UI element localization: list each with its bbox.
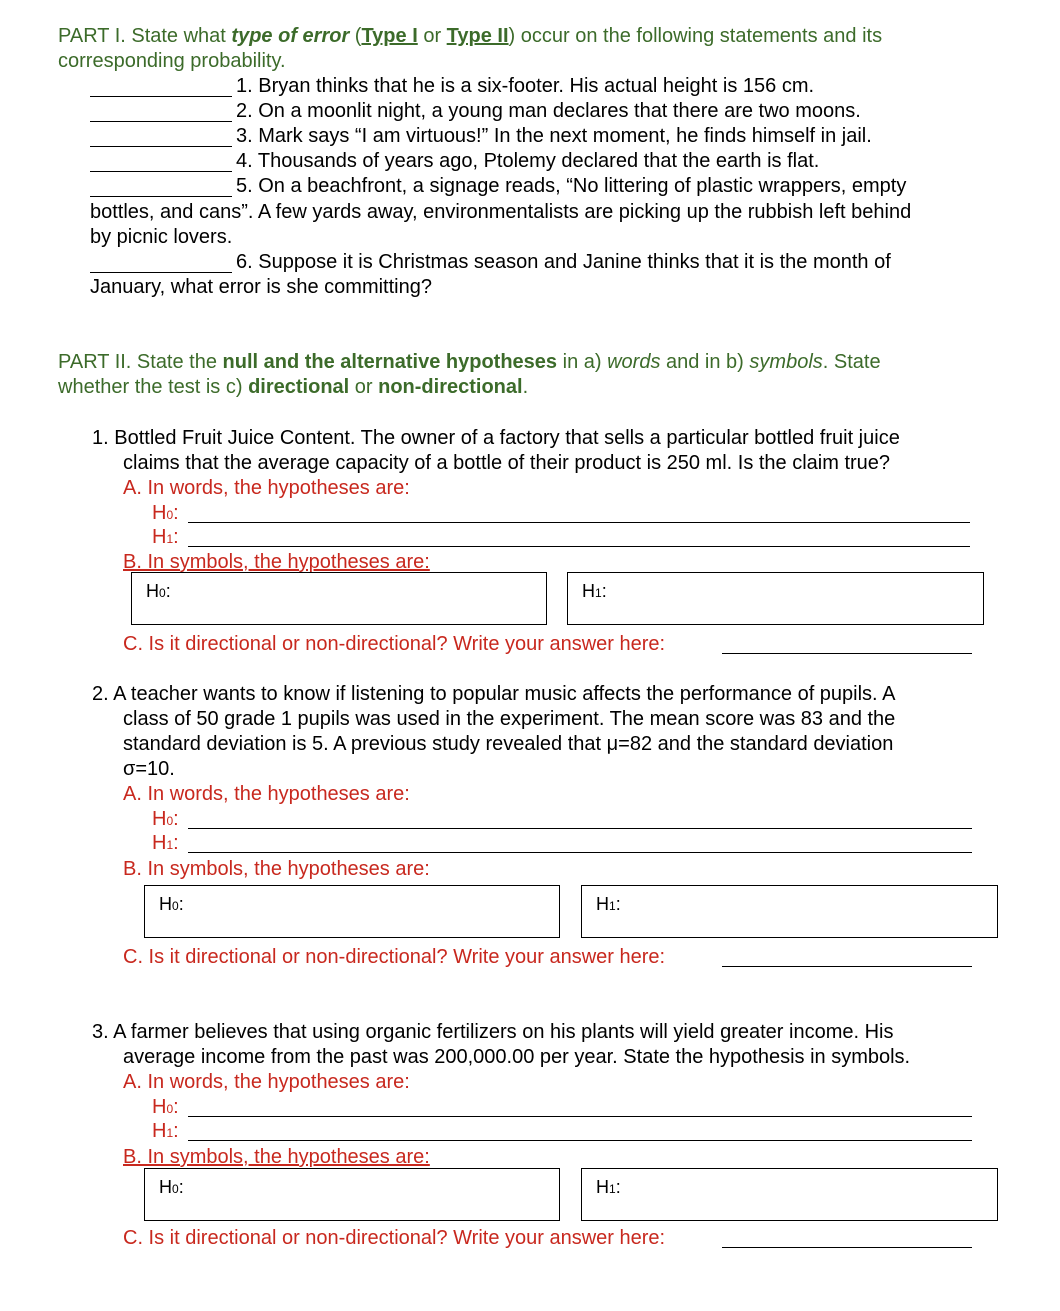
problem-1-directional-question: C. Is it directional or non-directional? Write your answer here: (123, 633, 666, 655)
part1-item-5-cont1: bottles, and cans”. A few yards away, environmentalists are picking up the rubbish left behind (90, 201, 912, 223)
problem-2-line-4: σ=10. (123, 758, 175, 780)
h0-box-label: H0: (159, 1177, 184, 1197)
problem-3-words-label: A. In words, the hypotheses are: (123, 1071, 410, 1093)
problem-3-h1-label: H1: (152, 1120, 179, 1142)
problem-1-h0-symbol-box[interactable] (131, 572, 547, 625)
h0-box-label: H0: (146, 581, 171, 601)
part2-heading-line2: whether the test is c) directional or non-directional. (58, 376, 529, 398)
problem-1-symbols-label: B. In symbols, the hypotheses are: (123, 551, 430, 573)
part1-item-1: 1. Bryan thinks that he is a six-footer. His actual height is 156 cm. (236, 75, 815, 97)
answer-blank-2[interactable] (90, 121, 232, 122)
h1-box-label: H1: (596, 1177, 621, 1197)
part1-item-5-cont2: by picnic lovers. (90, 226, 233, 248)
problem-1-h1-label: H1: (152, 526, 179, 548)
problem-2-h1-symbol-box[interactable] (581, 885, 998, 938)
part1-heading-line2: corresponding probability. (58, 50, 286, 72)
part1-item-6: 6. Suppose it is Christmas season and Janine thinks that it is the month of (236, 251, 891, 273)
problem-2-h0-words-field[interactable] (188, 828, 972, 829)
problem-1-words-label: A. In words, the hypotheses are: (123, 477, 410, 499)
problem-1-h0-words-field[interactable] (188, 522, 970, 523)
problem-3-symbols-label: B. In symbols, the hypotheses are: (123, 1146, 430, 1168)
type2-label: Type II (446, 25, 509, 47)
h0-box-label: H0: (159, 894, 184, 914)
answer-blank-1[interactable] (90, 96, 232, 97)
part1-item-2: 2. On a moonlit night, a young man declares that there are two moons. (236, 100, 861, 122)
problem-2-line-1: 2. A teacher wants to know if listening to popular music affects the performance of pupils. A (92, 683, 896, 705)
problem-2-words-label: A. In words, the hypotheses are: (123, 783, 410, 805)
problem-3-h0-symbol-box[interactable] (144, 1168, 560, 1221)
problem-1-h0-label: H0: (152, 502, 179, 524)
problem-3-h1-symbol-box[interactable] (581, 1168, 998, 1221)
problem-3-h0-words-field[interactable] (188, 1116, 972, 1117)
problem-2-h1-label: H1: (152, 832, 179, 854)
problem-1-h1-symbol-box[interactable] (567, 572, 984, 625)
answer-blank-4[interactable] (90, 171, 232, 172)
problem-2-h0-label: H0: (152, 808, 179, 830)
problem-3-directional-question: C. Is it directional or non-directional? Write your answer here: (123, 1227, 666, 1249)
problem-3-h1-words-field[interactable] (188, 1140, 972, 1141)
problem-1-directional-answer[interactable] (722, 653, 972, 654)
problem-2-h0-symbol-box[interactable] (144, 885, 560, 938)
problem-2-directional-answer[interactable] (722, 966, 972, 967)
type-of-error-emphasis: type of error (231, 25, 350, 47)
problem-3-line-2: average income from the past was 200,000.00 per year. State the hypothesis in symbols. (123, 1046, 911, 1068)
problem-1-line-2: claims that the average capacity of a bottle of their product is 250 ml. Is the claim true? (123, 452, 891, 474)
part1-item-5: 5. On a beachfront, a signage reads, “No littering of plastic wrappers, empty (236, 175, 907, 197)
part1-item-3: 3. Mark says “I am virtuous!” In the next moment, he finds himself in jail. (236, 125, 872, 147)
problem-3-directional-answer[interactable] (722, 1247, 972, 1248)
problem-3-line-1: 3. A farmer believes that using organic fertilizers on his plants will yield greater income. His (92, 1021, 894, 1043)
answer-blank-6[interactable] (90, 272, 232, 273)
part1-item-6-cont: January, what error is she committing? (90, 276, 432, 298)
answer-blank-5[interactable] (90, 196, 232, 197)
type1-label: Type I (361, 25, 418, 47)
problem-2-h1-words-field[interactable] (188, 852, 972, 853)
part2-heading: PART II. State the null and the alternative hypotheses in a) words and in b) symbols. State (58, 351, 881, 373)
problem-1-line-1: 1. Bottled Fruit Juice Content. The owner of a factory that sells a particular bottled fruit juice (92, 427, 900, 449)
problem-2-line-3: standard deviation is 5. A previous study revealed that μ=82 and the standard deviation (123, 733, 894, 755)
problem-1-h1-words-field[interactable] (188, 546, 970, 547)
problem-2-line-2: class of 50 grade 1 pupils was used in the experiment. The mean score was 83 and the (123, 708, 896, 730)
problem-2-directional-question: C. Is it directional or non-directional? Write your answer here: (123, 946, 666, 968)
problem-3-h0-label: H0: (152, 1096, 179, 1118)
answer-blank-3[interactable] (90, 146, 232, 147)
problem-2-symbols-label: B. In symbols, the hypotheses are: (123, 858, 430, 880)
h1-box-label: H1: (596, 894, 621, 914)
part1-heading: PART I. State what type of error (Type I or Type II) occur on the following statements and its (58, 25, 883, 47)
h1-box-label: H1: (582, 581, 607, 601)
part1-item-4: 4. Thousands of years ago, Ptolemy declared that the earth is flat. (236, 150, 820, 172)
